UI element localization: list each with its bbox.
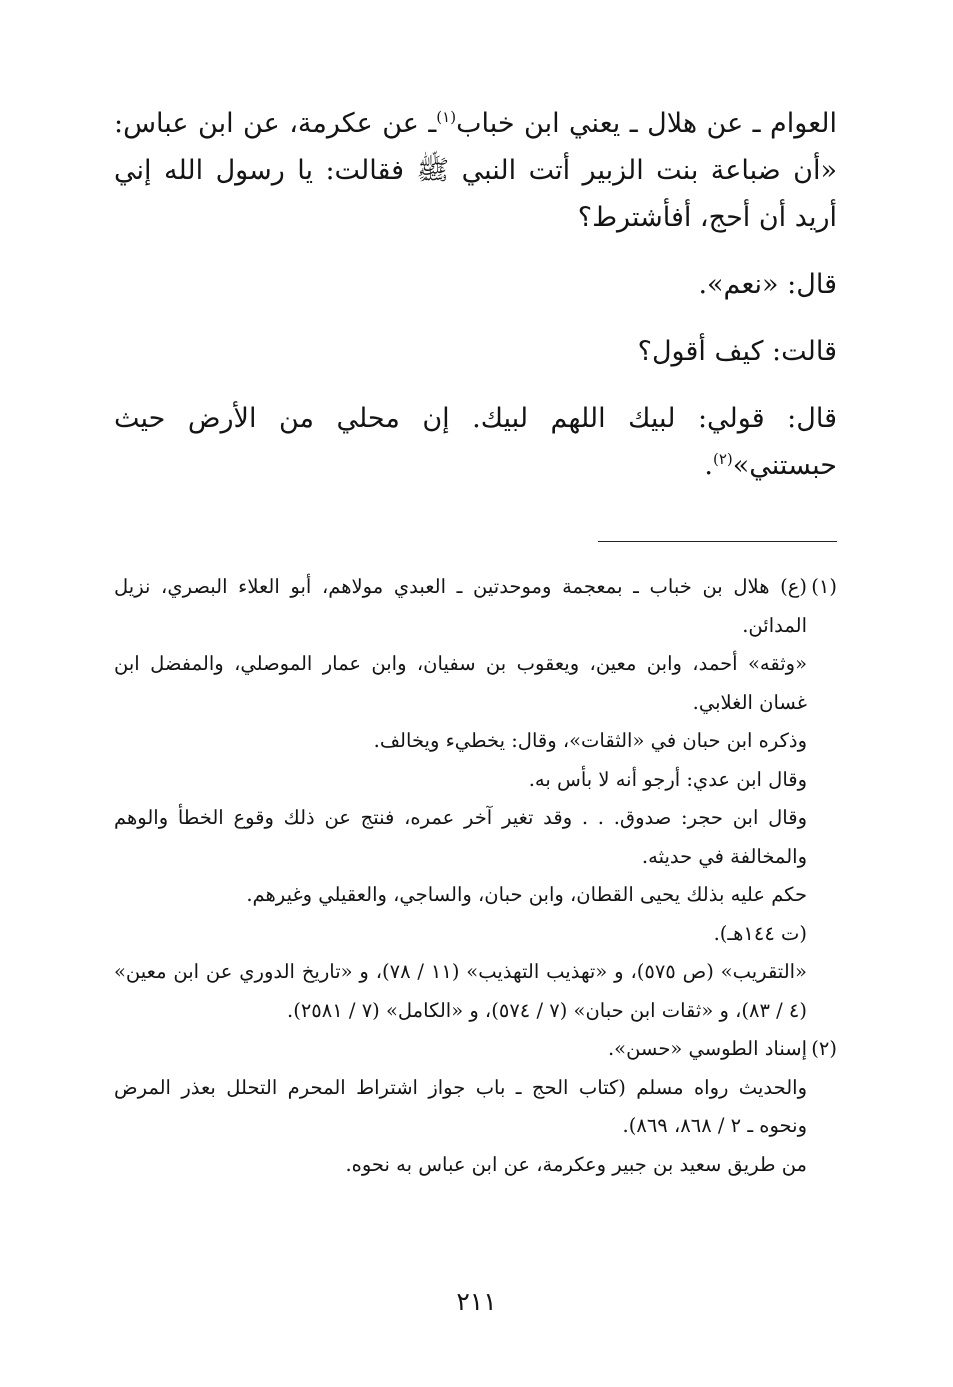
main-paragraph bbox=[114, 100, 837, 241]
paragraph-end: . bbox=[704, 450, 713, 481]
page-number: ٢١١ bbox=[456, 1287, 497, 1316]
main-text bbox=[114, 100, 837, 489]
footnote-2 bbox=[114, 1030, 837, 1184]
footnote-body bbox=[114, 1030, 807, 1184]
paragraph-text: قال: قولي: لبيك اللهم لبيك. إن محلي من الأرض حيث حبستني» bbox=[114, 403, 837, 481]
footnote-line: وذكره ابن حبان في «الثقات»، وقال: يخطيء ويخالف. bbox=[373, 729, 807, 752]
footnote-1 bbox=[114, 568, 837, 1030]
main-paragraph bbox=[114, 395, 837, 489]
footnotes bbox=[114, 568, 837, 1184]
footnote-line: (ع) هلال بن خباب ـ بمعجمة وموحدتين ـ العبدي مولاهم، أبو العلاء البصري، نزيل المدائن. bbox=[114, 575, 807, 637]
footnote-number: (١) bbox=[811, 575, 837, 598]
footnote-number: (٢) bbox=[811, 1037, 837, 1060]
footnote-line: حكم عليه بذلك يحيى القطان، وابن حبان، والساجي، والعقيلي وغيرهم. bbox=[246, 883, 807, 906]
footnote-line: (ت ١٤٤هـ). bbox=[713, 921, 807, 945]
footnote-separator bbox=[598, 541, 837, 542]
footnote-line: «وثقه» أحمد، وابن معين، ويعقوب بن سفيان، وابن عمار الموصلي، والمفضل ابن غسان الغلابي. bbox=[114, 652, 807, 714]
main-paragraph: قال: «نعم». bbox=[698, 269, 837, 300]
footnote-line: وقال ابن عدي: أرجو أنه لا بأس به. bbox=[528, 767, 807, 791]
footnote-line: من طريق سعيد بن جبير وعكرمة، عن ابن عباس به نحوه. bbox=[345, 1152, 807, 1176]
footnote-line: والحديث رواه مسلم (كتاب الحج ـ باب جواز اشتراط المحرم التحلل بعذر المرض ونحوه ـ ٢ / ٨٦٨، ٨٦٩). bbox=[114, 1075, 807, 1137]
footnote-ref[interactable]: (٢) bbox=[712, 450, 733, 468]
footnote-line: وقال ابن حجر: صدوق. . . وقد تغير آخر عمره، فنتج عن ذلك وقوع الخطأ والوهم والمخالفة في حديثه. bbox=[114, 806, 807, 868]
footnote-body bbox=[114, 568, 807, 1030]
footnote-ref[interactable]: (١) bbox=[436, 108, 457, 126]
main-paragraph: قالت: كيف أقول؟ bbox=[637, 336, 837, 367]
paragraph-text: ـ عن عكرمة، عن ابن عباس: «أن ضباعة بنت الزبير أتت النبي ﷺ فقالت: يا رسول الله إني أريد أن أحج، أفأشترط؟ bbox=[114, 108, 837, 233]
footnote-line: إسناد الطوسي «حسن». bbox=[607, 1037, 807, 1060]
paragraph-text: العوام ـ عن هلال ـ يعني ابن خباب bbox=[456, 108, 837, 139]
footnote-line: «التقريب» (ص ٥٧٥)، و «تهذيب التهذيب» (١١ / ٧٨)، و «تاريخ الدوري عن ابن معين» (٤ / ٨٣)، و «ثقات ابن حبان» (٧ / ٥٧٤)، و «الكامل» (٧ / ٢٥٨١). bbox=[114, 960, 807, 1022]
